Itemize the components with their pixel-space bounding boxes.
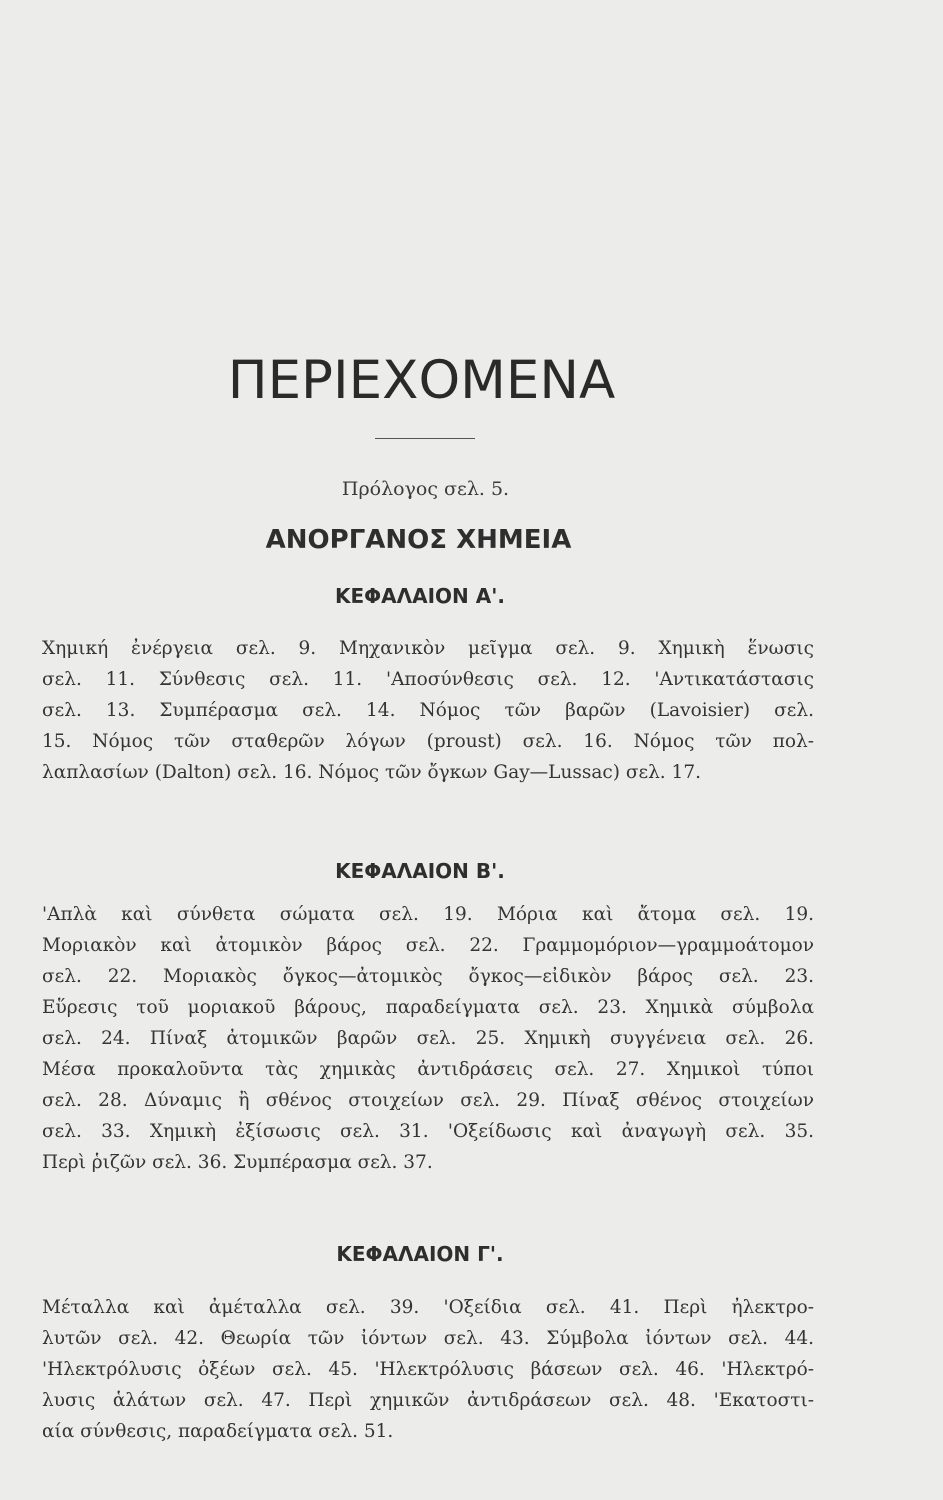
toc-line: λυτῶν σελ. 42. Θεωρία τῶν ἰόντων σελ. 43. Σύμβολα ἰόντων σελ. 44. xyxy=(42,1328,814,1349)
toc-line: σελ. 11. Σύνθεσις σελ. 11. 'Αποσύνθεσις σελ. 12. 'Αντικατάστασις xyxy=(42,669,814,690)
page-title: ΠΕΡΙΕΧΟΜΕΝΑ xyxy=(227,350,616,411)
toc-line: 'Ηλεκτρόλυσις ὀξέων σελ. 45. 'Ηλεκτρόλυσις βάσεων σελ. 46. 'Ηλεκτρό- xyxy=(42,1359,814,1380)
toc-line: Χημική ἐνέργεια σελ. 9. Μηχανικὸν μεῖγμα σελ. 9. Χημικὴ ἕνωσις xyxy=(42,638,814,659)
toc-line: Μέταλλα καὶ ἀμέταλλα σελ. 39. 'Οξείδια σελ. 41. Περὶ ἠλεκτρο- xyxy=(42,1297,814,1318)
toc-line: σελ. 33. Χημικὴ ἐξίσωσις σελ. 31. 'Οξείδωσις καὶ ἀναγωγὴ σελ. 35. xyxy=(42,1121,814,1142)
toc-line: σελ. 28. Δύναμις ἢ σθένος στοιχείων σελ. 29. Πίναξ σθένος στοιχείων xyxy=(42,1090,814,1111)
toc-line: Εὕρεσις τοῦ μοριακοῦ βάρους, παραδείγματα σελ. 23. Χημικὰ σύμβολα xyxy=(42,997,814,1018)
chapter-b-contents xyxy=(42,899,814,1178)
toc-line: Μέσα προκαλοῦντα τὰς χημικὰς ἀντιδράσεις σελ. 27. Χημικοὶ τύποι xyxy=(42,1059,814,1080)
chapter-a-contents xyxy=(42,633,814,788)
toc-line: 15. Νόμος τῶν σταθερῶν λόγων (proust) σελ. 16. Νόμος τῶν πολ- xyxy=(42,731,814,752)
toc-line: λαπλασίων (Dalton) σελ. 16. Νόμος τῶν ὄγκων Gay—Lussac) σελ. 17. xyxy=(42,762,701,783)
chapter-c-heading: ΚΕΦΑΛΑΙΟΝ Γ'. xyxy=(336,1242,504,1266)
toc-line: σελ. 22. Μοριακὸς ὄγκος—ἀτομικὸς ὄγκος—εἰδικὸν βάρος σελ. 23. xyxy=(42,966,814,987)
section-title: ΑΝΟΡΓΑΝΟΣ ΧΗΜΕΙΑ xyxy=(265,525,572,555)
toc-line: Μοριακὸν καὶ ἀτομικὸν βάρος σελ. 22. Γραμμομόριον—γραμμοάτομον xyxy=(42,935,814,956)
title-divider xyxy=(375,438,475,439)
toc-line: Περὶ ῥιζῶν σελ. 36. Συμπέρασμα σελ. 37. xyxy=(42,1152,433,1173)
chapter-c-contents xyxy=(42,1292,814,1447)
toc-line: 'Απλὰ καὶ σύνθετα σώματα σελ. 19. Μόρια καὶ ἄτομα σελ. 19. xyxy=(42,904,814,925)
chapter-b-heading: ΚΕΦΑΛΑΙΟΝ Β'. xyxy=(335,859,505,883)
toc-line: σελ. 13. Συμπέρασμα σελ. 14. Νόμος τῶν βαρῶν (Lavoisier) σελ. xyxy=(42,700,814,721)
toc-line: λυσις ἁλάτων σελ. 47. Περὶ χημικῶν ἀντιδράσεων σελ. 48. 'Εκατοστι- xyxy=(42,1390,814,1411)
prologue-entry: Πρόλογος σελ. 5. xyxy=(341,478,510,500)
toc-line: αία σύνθεσις, παραδείγματα σελ. 51. xyxy=(42,1421,394,1442)
toc-line: σελ. 24. Πίναξ ἀτομικῶν βαρῶν σελ. 25. Χημικὴ συγγένεια σελ. 26. xyxy=(42,1028,814,1049)
chapter-a-heading: ΚΕΦΑΛΑΙΟΝ Α'. xyxy=(335,584,505,608)
